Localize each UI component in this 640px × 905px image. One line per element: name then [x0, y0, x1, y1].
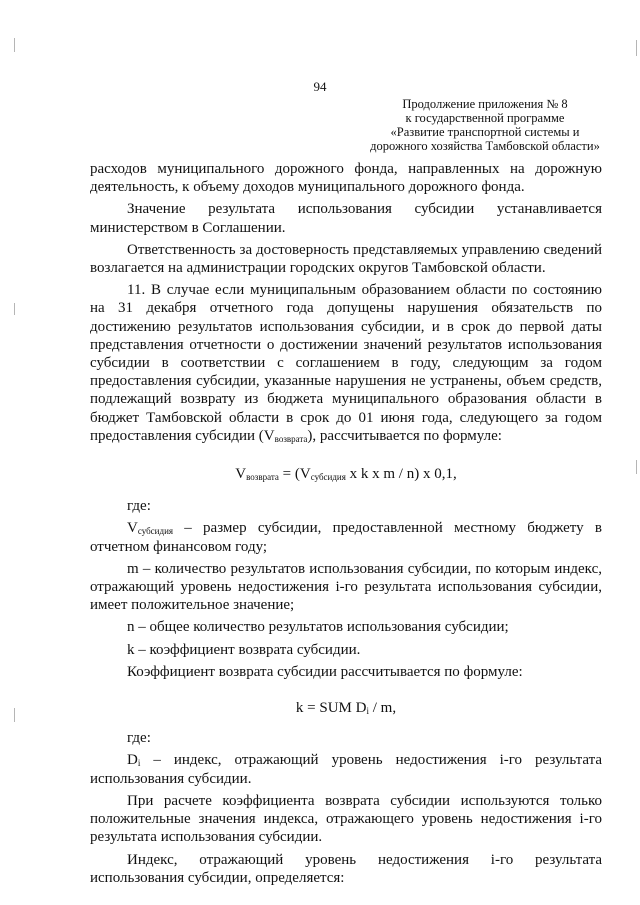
paragraph: При расчете коэффициента возврата субсидии используются только положительные значения индекса, отражающего уровень недостижения i-го результата использования субсидии.: [90, 792, 602, 846]
paragraph-clause-11: [90, 281, 602, 445]
formula-return-volume: [90, 465, 602, 483]
paragraph: Значение результата использования субсидии устанавливается министерством в Соглашении.: [90, 201, 602, 236]
paragraph-text: 11. В случае если муниципальным образованием области по состоянию на 31 декабря отчетного года допущены нарушения обязательств по достижению результатов использования субсидии, и в срок до первой даты представления отчетности о достижении значений результатов использования субсидии в соответствии с соглашением в году, следующим за годом предоставления субсидии, указанные нарушения не устранены, объем средств, подлежащий возврату из бюджета муниципального образования области в бюджет Тамбовской области в срок до 01 июня года, следующего за годом предоставления субсидии (V: [90, 282, 602, 444]
paragraph: Ответственность за достоверность представляемых управлению сведений возлагается на администрации городских округов Тамбовской области.: [90, 241, 602, 277]
header-line: к государственной программе: [405, 111, 565, 125]
formula-part: V: [235, 466, 247, 483]
appendix-header: [370, 97, 600, 153]
definition: [90, 519, 602, 555]
page-number: 94: [313, 79, 327, 94]
paragraph-text: ), рассчитывается по формуле:: [307, 427, 502, 444]
formula-part: k = SUM D: [295, 700, 367, 717]
formula-part: x k x m / n) x 0,1,: [345, 466, 457, 483]
subscript: возврата: [274, 433, 308, 444]
formula-part: / m,: [368, 700, 397, 717]
header-line: «Развитие транспортной системы и: [390, 125, 580, 139]
definition: m – количество результатов использования субсидии, по которым индекс, отражающий уровень недостижения i-го результата использования субсидии, имеет положительное значение;: [90, 560, 602, 614]
definition: n – общее количество результатов использования субсидии;: [127, 619, 509, 636]
margin-mark: [636, 40, 637, 56]
document-body: [90, 160, 602, 891]
formula-coefficient: [90, 699, 602, 717]
definition-text: – размер субсидии, предоставленной местному бюджету в отчетном финансовом году;: [90, 520, 602, 555]
where-label: где:: [127, 498, 151, 515]
subscript: i: [137, 758, 141, 769]
definition: k – коэффициент возврата субсидии.: [127, 641, 361, 658]
definition-symbol: D: [127, 752, 138, 769]
definition: [90, 751, 602, 787]
subscript: субсидия: [137, 526, 174, 537]
subscript: субсидия: [310, 472, 346, 483]
definition-text: – индекс, отражающий уровень недостижения i-го результата использования субсидии.: [90, 752, 602, 787]
margin-mark: [636, 460, 637, 474]
header-line: дорожного хозяйства Тамбовской области»: [370, 139, 600, 153]
subscript: возврата: [246, 472, 279, 483]
paragraph: Коэффициент возврата субсидии рассчитывается по формуле:: [127, 663, 523, 680]
definition-symbol: V: [127, 520, 138, 537]
header-line: Продолжение приложения № 8: [402, 97, 568, 111]
formula-part: = (V: [278, 466, 311, 483]
paragraph: Индекс, отражающий уровень недостижения i-го результата использования субсидии, определяется:: [90, 851, 602, 886]
margin-mark: [14, 303, 15, 315]
margin-mark: [14, 38, 15, 52]
paragraph: расходов муниципального дорожного фонда, направленных на дорожную деятельность, к объему доходов муниципального дорожного фонда.: [90, 161, 602, 196]
where-label: где:: [127, 730, 151, 747]
subscript: i: [366, 706, 369, 717]
margin-mark: [14, 708, 15, 722]
